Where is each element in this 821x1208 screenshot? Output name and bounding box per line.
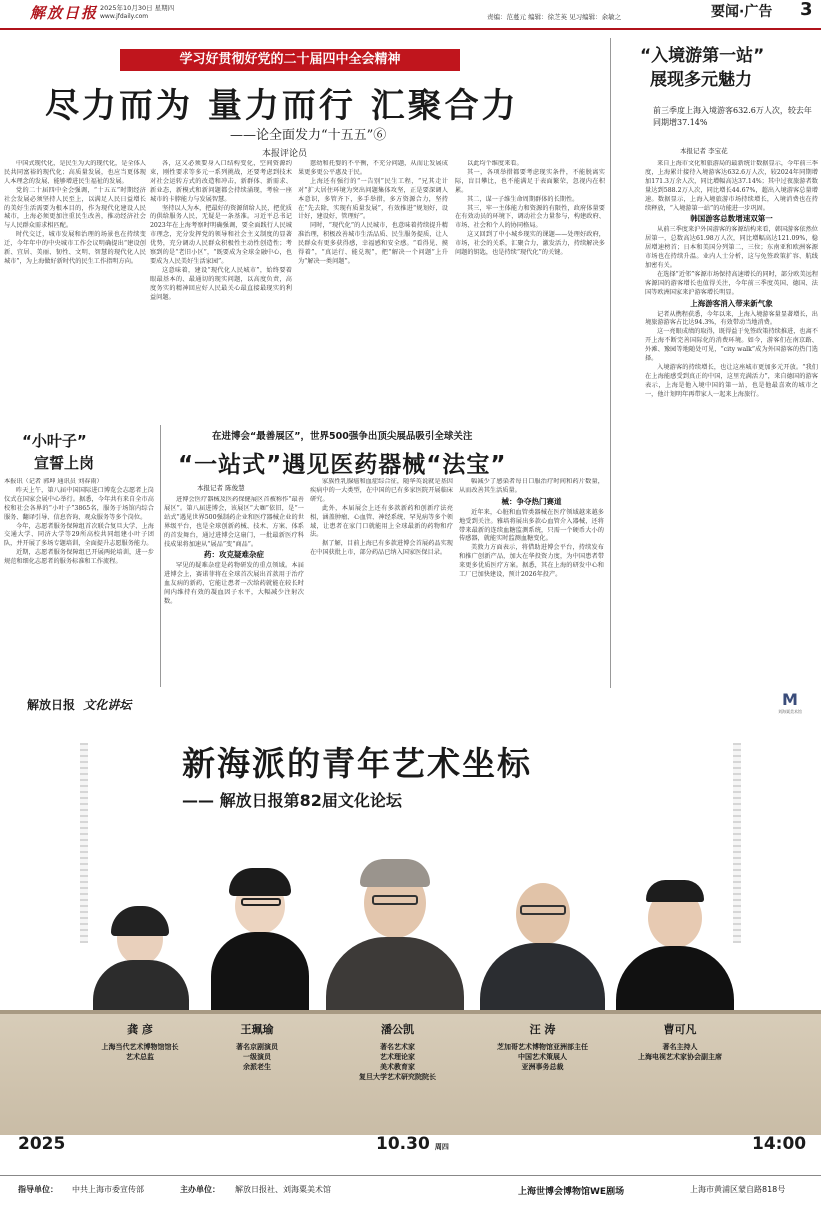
left-title	[22, 430, 172, 474]
event-time: 14:00	[752, 1134, 807, 1154]
feature-title: “一站式”遇见医药器械“法宝”	[178, 452, 507, 478]
portrait-3	[320, 813, 470, 1013]
masthead-logo: 解放日报	[30, 4, 99, 22]
feature-subhead-2: 械：争夺热门赛道	[501, 496, 562, 506]
footer-venue: 上海世博会博物馆WE剧场	[518, 1187, 625, 1197]
lead-kicker-text: 学习好贯彻好党的二十届四中全会精神	[179, 52, 401, 67]
guest-5-title: 著名主持人	[662, 1043, 698, 1051]
partner-logo-label: 刘海粟美术馆	[778, 709, 802, 714]
left-title-line2: 宣誓上岗	[34, 454, 95, 472]
masthead-rule	[0, 28, 821, 30]
masthead	[0, 0, 821, 28]
guest-3	[330, 1021, 465, 1082]
partner-logo-icon: M	[782, 690, 798, 709]
footer-guide-label: 指导单位：	[18, 1185, 58, 1194]
portrait-2	[205, 848, 315, 1013]
guest-1	[80, 1021, 200, 1062]
sidebar-title-line2: 展现多元魅力	[650, 70, 752, 90]
guest-4-title: 亚洲事务总裁	[521, 1063, 564, 1071]
section-label: 要闻·广告	[711, 4, 773, 20]
guest-1-title: 艺术总监	[126, 1053, 154, 1061]
forum-ad	[0, 688, 821, 1178]
guest-4-title: 中国艺术策展人	[518, 1053, 567, 1061]
event-year: 2025	[18, 1134, 66, 1154]
lead-column-3: 慈幼和托婴的不平衡，不充分问题，从而让发展成果更多更公平惠及于民。 上海还有强行的“一告别”民生工程，“兄其走计对”扩大居住环境为突出问题集体攻坚，正是要深调人本意识，多管齐下，多手举措，多方资源合力，坚持在“先去除，实现有质量发展”，有效推进“规划好，设计好，建设好，管理好”。 同时，“现代化”的人民城市，也意味着持续提升精准治理，积极改善城市生活品质、民生服务提质，让人民群众有更多获得感，幸福感和安全感。“看得见、摸得着”，“真运行、能兑现”，把“解决一个问题”上升为“解决一类问题”。	[298, 160, 448, 265]
lead-title: 尽力而为 量力而行 汇聚合力	[45, 86, 519, 126]
forum-brand-forum: 文化讲坛	[83, 698, 132, 712]
left-title-line1: “小叶子”	[22, 432, 87, 450]
lead-kicker	[120, 49, 460, 71]
footer-host: 解放日报社、刘海粟美术馆	[235, 1185, 331, 1194]
partner-logo	[775, 690, 805, 715]
feature-column-2: 家族性乳腺癌和血症综合征，随华英说就是基因疾病中的一大类型，在中国的已有多家医院开展临床研究。 此外，本届展会上还有多款新药和创新疗法亮相，涵盖肿瘤、心血管、神经系统、罕见病等多个领域，让患者在家门口就能用上全球最新的药物和疗法。 据了解，目前上海已有多款进博会首展药品实现在中国获批上市，部分药品已纳入国家医保目录。	[310, 478, 453, 557]
left-divider	[160, 425, 161, 687]
footer-rule	[0, 1175, 821, 1176]
event-date-day: 10.30	[376, 1134, 430, 1154]
feature-column-3: 幅减少了感染者每日口服治疗时间和药片数量，从而改善其生活质量。 械：争夺热门赛道 近年来，心脏和血管类器械在医疗领域越来越多地受到关注。雅培将展出多款心血管介入器械，还将带来最新的连续血糖监测系统，只需一个硬币大小的传感器，就能实时监测血糖变化。 美敦力方面表示，将借助进博会平台，持续发布和推广创新产品，加大在华投资力度，为中国患者带来更多优质医疗方案。据悉，其在上海的研发中心和工厂已加快建设，预计2026年投产。	[459, 478, 604, 579]
guest-2-title: 一级演员	[243, 1053, 271, 1061]
event-weekday: 周四	[434, 1143, 449, 1151]
guest-3-title: 复旦大学艺术研究院院长	[359, 1073, 436, 1081]
feature-byline: 本报记者 陈俊慧	[197, 484, 245, 492]
stage-edge	[0, 1010, 821, 1014]
guest-3-title: 著名艺术家	[380, 1043, 415, 1051]
guest-2	[202, 1021, 312, 1072]
masthead-date: 2025年10月30日 星期四	[100, 4, 175, 12]
sidebar-body: 来自上海市文化和旅游局的最新统计数据显示，今年前三季度，上海累计接待入境游客达632.6万人次，较2024年同期增加171.3万余人次，同比增幅高达37.14%；其中过夜旅游者数量达到588.2万人次，同比增长44.67%，超出入境游客总量增速。数据显示，上海入境旅游市场持续增长，入境消费也在持续释放，“入境游第一站”的功能进一步巩固。 韩国游客总数增速双第一 从前三季度来沪外国游客的客源结构来看，韩国游客依然位居第一，总数高达61.98万人次，同比增幅高达121.09%，稳居增速榜首；日本和美国分列第二，三位；东南亚和欧洲客源市场也在持续升温。业内人士分析，这与免签政策扩容、航线加密有关。 在选择“近邻”客源市场保持高速增长的同时，部分欧美远程客源国的游客增长也值得关注，今年前三季度英国、德国、法国等欧洲国家来沪游客增长明显。 上海游客消入带来新气象 记者从携程获悉，今年以来，上海入境游客量显著增长，出境旅游游客占比达94.3%，有效带动当地消费。 这一亮眼成绩的取得，既得益于免签政策持续推进，也离不开上海不断完善国际化的消费环境。如今，游客们在南京路、外滩、豫园等地随处可见，“city walk”成为外国游客的热门选择。 入境游客的持续增长，也让这座城市更加多元开放。“我们在上海能感受到真正的中国，这里充满活力”，来自德国的游客表示，上海是他入境中国的第一站，也是他最喜欢的城市之一，他计划明年再带家人一起来上海旅行。	[645, 160, 818, 398]
guest-2-name: 王珮瑜	[240, 1023, 274, 1036]
event-date	[376, 1134, 449, 1154]
left-byline: 本报讯（记者 郭坤 通讯员 刘春雨）	[4, 478, 103, 485]
sidebar-title	[640, 44, 820, 92]
portrait-1	[85, 898, 195, 1013]
sidebar-subhead-1: 韩国游客总数增速双第一	[690, 214, 773, 224]
lead-byline: 本报评论员	[262, 149, 308, 159]
forum-subtitle: —— 解放日报第82届文化论坛	[182, 791, 402, 810]
footer-address: 上海市黄浦区蒙自路818号	[690, 1185, 786, 1194]
lead-subtitle: ——论全面发力“十五五”⑥	[230, 128, 387, 143]
masthead-editors: 责编：范蔓元 编辑：徐芝英 见习编辑：余敏之	[487, 13, 622, 21]
portrait-4	[470, 843, 615, 1013]
guest-4	[470, 1021, 615, 1072]
feature-subhead-1: 药：攻克疑难杂症	[204, 550, 264, 560]
guest-5-name: 曹可凡	[663, 1023, 697, 1036]
sidebar-subhead-2: 上海游客消入带来新气象	[690, 298, 773, 308]
guest-3-title: 美术教育家	[380, 1063, 415, 1071]
footer-guide: 中共上海市委宣传部	[72, 1185, 144, 1194]
guest-1-name: 龚 彦	[127, 1023, 153, 1036]
lead-column-1: 中国式现代化，是民生为大的现代化，是全体人民共同富裕的现代化；高质量发展，也应当更体现人本理念的发展、能够增进民生福祉的发展。 党的二十届四中全会强调，“十五五”时期经济社会发展必须坚持人民至上，以满足人民日益增长的美好生活需要为根本目的，作为现代化建设人民城市，上海必须更加注重民生改善，推动经济社会与人民群众需求相匹配。 时代交迁，城市发展和治理的场景也在持续变迁，今年年中的中央城市工作会议明确提出“建设创新、宜居、美丽、韧性、文明、智慧的现代化人民城市”，为上海做好新时代的民生工作指明方向。	[4, 160, 146, 265]
feature-kicker: 在进博会“最善展区”，世界500强争出顶尖展品吸引全球关注	[212, 431, 473, 442]
sidebar-divider	[610, 38, 611, 688]
guest-2-title: 余派老生	[243, 1063, 271, 1071]
guest-1-title: 上海当代艺术博物馆馆长	[101, 1043, 179, 1051]
guest-4-name: 汪 涛	[529, 1023, 556, 1036]
footer-host-label: 主办单位：	[180, 1185, 220, 1194]
feature-column-1: 进博会医疗器械及医药保健展区首被称作“最善展区”。第八届进博会，该展区“大咖”依旧，是“一站式”遇见世界500强制药企业和医疗器械企业的世界级平台，也是全球创新药械、技术、方案、体系的首发舞台，通过进博会这扇门，一批最新医疗科技成果将加速从“展品”变“商品”。 药：攻克疑难杂症 罕见的疑难杂症是药物研发的重点领域。本届进博会上，赛诺菲将在全球首次展出首款用于治疗血友病的新药，它能让患者一次给药就能在较长时间内维持有效的凝血因子水平，大幅减少注射次数。	[164, 496, 304, 605]
forum-brand	[27, 696, 131, 713]
guest-3-name: 潘公凯	[381, 1023, 414, 1036]
forum-brand-name: 解放日报	[27, 698, 76, 712]
guest-3-title: 艺术理论家	[380, 1053, 415, 1061]
portrait-5	[610, 858, 740, 1013]
masthead-site: www.jfdaily.com	[100, 13, 149, 20]
page-number: 3	[800, 0, 813, 20]
guest-2-title: 著名京剧演员	[236, 1043, 278, 1051]
guest-4-title: 芝加哥艺术博物馆亚洲部主任	[497, 1043, 588, 1051]
lead-column-4: 以此均个维度来看。 其一，各项举措都要考虑现实条件，不能脱离实际，盲目攀比，也不能满足于表面繁荣，忽视内在积累。 其二，谋一子维生命周期群体的长期性。 其三，牢一主体能力和资源的有限性，政府体量要在有效动员的环境下，调动社会力量参与，构建政府、市场、社会和个人的协同格局。 这又回到了中小城乡现实的课题——处理好政府，市场，社会的关系，汇聚合力，激发活力，持续解决多问题的钥匙，也是持续“现代化”的关键。	[455, 160, 605, 257]
sidebar-byline: 本报记者 李宝花	[680, 147, 728, 155]
sidebar-title-line1: “入境游第一站”	[640, 46, 765, 66]
left-body: 本报讯（记者 郭坤 通讯员 刘春雨） 昨天上午，第八届中国国际进口博览会志愿者上岗仪式在国家会展中心举行。据悉，今年共有来自全市高校和社会各界的“小叶子”3865名，服务于场馆内综合服务、翻译引导、信息咨询、观众服务等多个岗位。 今年，志愿者服务保障组首次联合复旦大学、上海交通大学、同济大学等29所高校共同组建小叶子团队，并开展了多场专题培训，全面提升志愿服务能力。 近期，志愿者服务保障组已开展两轮培训，进一步规范和细化志愿者的服务标准和工作流程。	[4, 478, 154, 566]
footer	[0, 1184, 821, 1204]
guest-5	[615, 1021, 745, 1062]
guest-5-title: 上海电视艺术家协会副主席	[638, 1053, 722, 1061]
forum-title: 新海派的青年艺术坐标	[182, 744, 532, 783]
lead-column-2: 各，这又必须要身入口结构变化，空间资源约束，刚性要求等多元一系列挑战，还要考虑到技术对社会运转方式的改造和冲击，新群体、新需求、新业态，新模式和新问题都会持续涌现，考验一座城市的卡脖能力与发展智慧。 坚持以人为本，把最好的资源留给人民，把优质的供给服务人民，无疑是一条基准。习近平总书记2023年在上海考察时明确强调，要全面践行人民城市理念，充分发挥党的领导和社会主义制度的显著优势，充分调动人民群众积极性主动性创造性；考察到的是“老旧小区”，“既要成为全球金融中心，也要成为人民美好生活家园”。 这意味着，建设“现代化人民城市”，始终要着眼最基本的、最通切的现实问题，以高度负责，高度务实的精神回应好人民最关心最直接最现实的利益问题。	[150, 160, 292, 301]
sidebar-deck: 前三季度上海入境游客632.6万人次，较去年同期增37.14%	[653, 106, 812, 127]
